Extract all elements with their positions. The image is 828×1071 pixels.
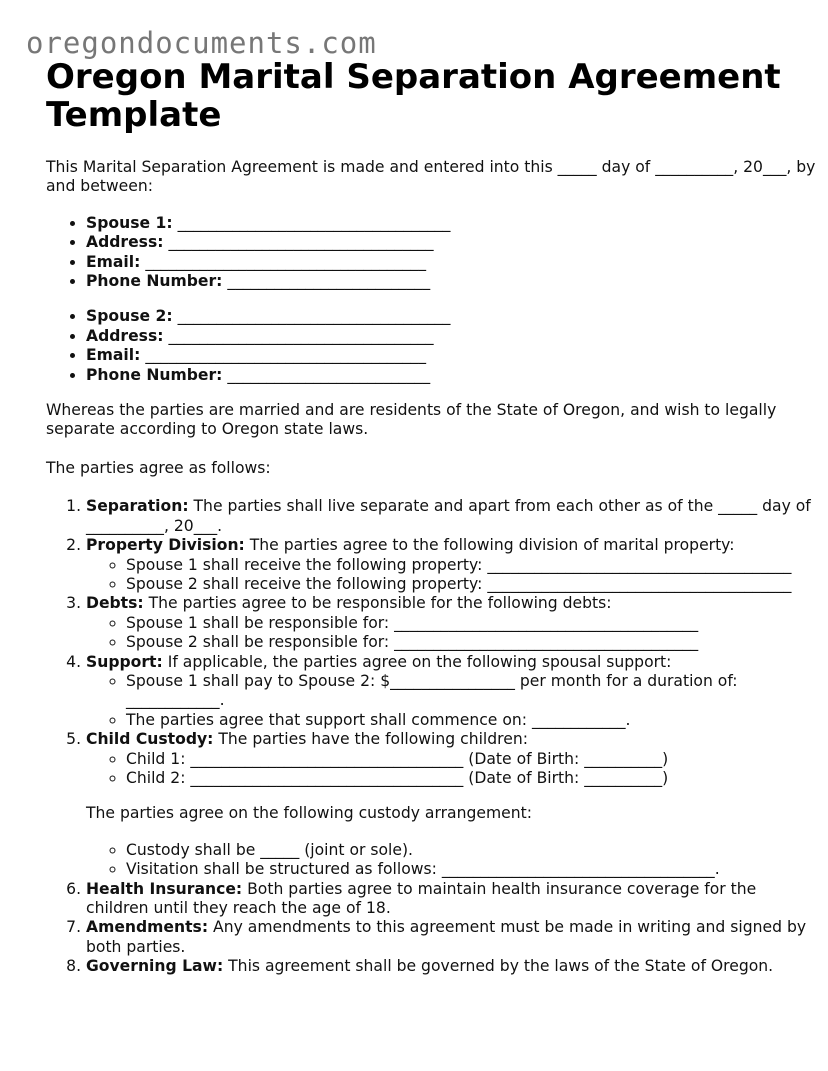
spouse1-name-line [86,214,816,233]
field-label: Spouse 1: [86,213,173,232]
sub-item: ◦ Spouse 1 shall be responsible for: _______________________________________ [126,614,816,633]
term-text: Any amendments to this agreement must be made in writing and signed by both parties. [86,918,807,956]
term-debts [86,594,816,652]
term-text: The parties have the following children: [218,730,528,749]
sub-item: ◦ Custody shall be _____ (joint or sole). [126,841,816,860]
custody-arrangement-text: The parties agree on the following custody arrangement: [86,804,532,823]
sub-item: ◦ Child 2: ___________________________________ (Date of Birth: __________) [126,769,816,788]
term-label: Debts: [86,594,144,613]
field-label: Email: [86,346,141,365]
term-property-division [86,536,816,594]
term-text: The parties shall live separate and apart from each other as of the _____ day of __________, 20___. [86,497,811,535]
term-label: Health Insurance: [86,879,243,898]
agree-paragraph: The parties agree as follows: [46,458,271,477]
field-label: Address: [86,233,164,252]
field-label: Spouse 2: [86,307,173,326]
spouse2-address-line [86,327,816,346]
children-sublist [86,750,816,789]
term-health-insurance [86,880,816,919]
spouse1-email-line [86,253,816,272]
field-label: Phone Number: [86,365,223,384]
term-label: Amendments: [86,918,209,937]
sub-item: ◦ Spouse 1 shall pay to Spouse 2: $________________ per month for a duration of: ____________. [126,672,816,711]
blank-field: __________________________________ [168,233,434,252]
blank-field: __________________________ [227,365,431,384]
site-watermark: oregondocuments.com [26,26,377,60]
term-text: Both parties agree to maintain health insurance coverage for the children until they reach the age of 18. [86,879,757,917]
spouse2-info-list [46,307,816,385]
sub-item: ◦ Child 1: ___________________________________ (Date of Birth: __________) [126,750,816,769]
blank-field: ____________________________________ [145,346,427,365]
blank-field: __________________________ [227,272,431,291]
term-text: The parties agree to be responsible for the following debts: [148,594,612,613]
custody-arrangement-sublist [86,841,816,880]
agreement-body [46,158,816,977]
blank-field: ____________________________________ [145,252,427,271]
term-label: Governing Law: [86,957,224,976]
whereas-paragraph: Whereas the parties are married and are residents of the State of Oregon, and wish to legally separate according to Oregon state laws. [46,401,777,439]
property-sublist [86,556,816,595]
spouse1-info-list [46,214,816,292]
term-text: The parties agree to the following division of marital property: [249,536,735,555]
sub-item: ◦ Spouse 2 shall be responsible for: _______________________________________ [126,633,816,652]
spouse1-phone-line [86,272,816,291]
spouse2-name-line [86,307,816,326]
field-label: Address: [86,326,164,345]
blank-field: __________________________________ [168,326,434,345]
term-text: This agreement shall be governed by the laws of the State of Oregon. [228,957,774,976]
blank-field: ___________________________________ [177,307,451,326]
term-label: Separation: [86,497,189,516]
intro-paragraph: This Marital Separation Agreement is made and entered into this _____ day of __________, 20___, by and between: [46,158,816,196]
sub-item: ◦ The parties agree that support shall commence on: ____________. [126,711,816,730]
field-label: Phone Number: [86,272,223,291]
term-label: Support: [86,652,163,671]
debts-sublist [86,614,816,653]
term-amendments [86,918,816,957]
sub-item: ◦ Visitation shall be structured as follows: ___________________________________. [126,860,816,879]
page-title: Oregon Marital Separation Agreement Template [46,57,781,135]
field-label: Email: [86,252,141,271]
sub-item: ◦ Spouse 1 shall receive the following property: _______________________________________ [126,556,816,575]
term-governing-law [86,957,816,976]
spouse2-email-line [86,346,816,365]
term-separation [86,497,816,536]
spouse2-phone-line [86,366,816,385]
sub-item: ◦ Spouse 2 shall receive the following property: _______________________________________ [126,575,816,594]
spouse1-address-line [86,233,816,252]
term-child-custody [86,730,816,879]
term-text: If applicable, the parties agree on the following spousal support: [167,652,672,671]
term-label: Child Custody: [86,730,214,749]
term-support [86,653,816,731]
terms-list [46,497,816,976]
term-label: Property Division: [86,536,245,555]
support-sublist [86,672,816,730]
blank-field: ___________________________________ [177,213,451,232]
